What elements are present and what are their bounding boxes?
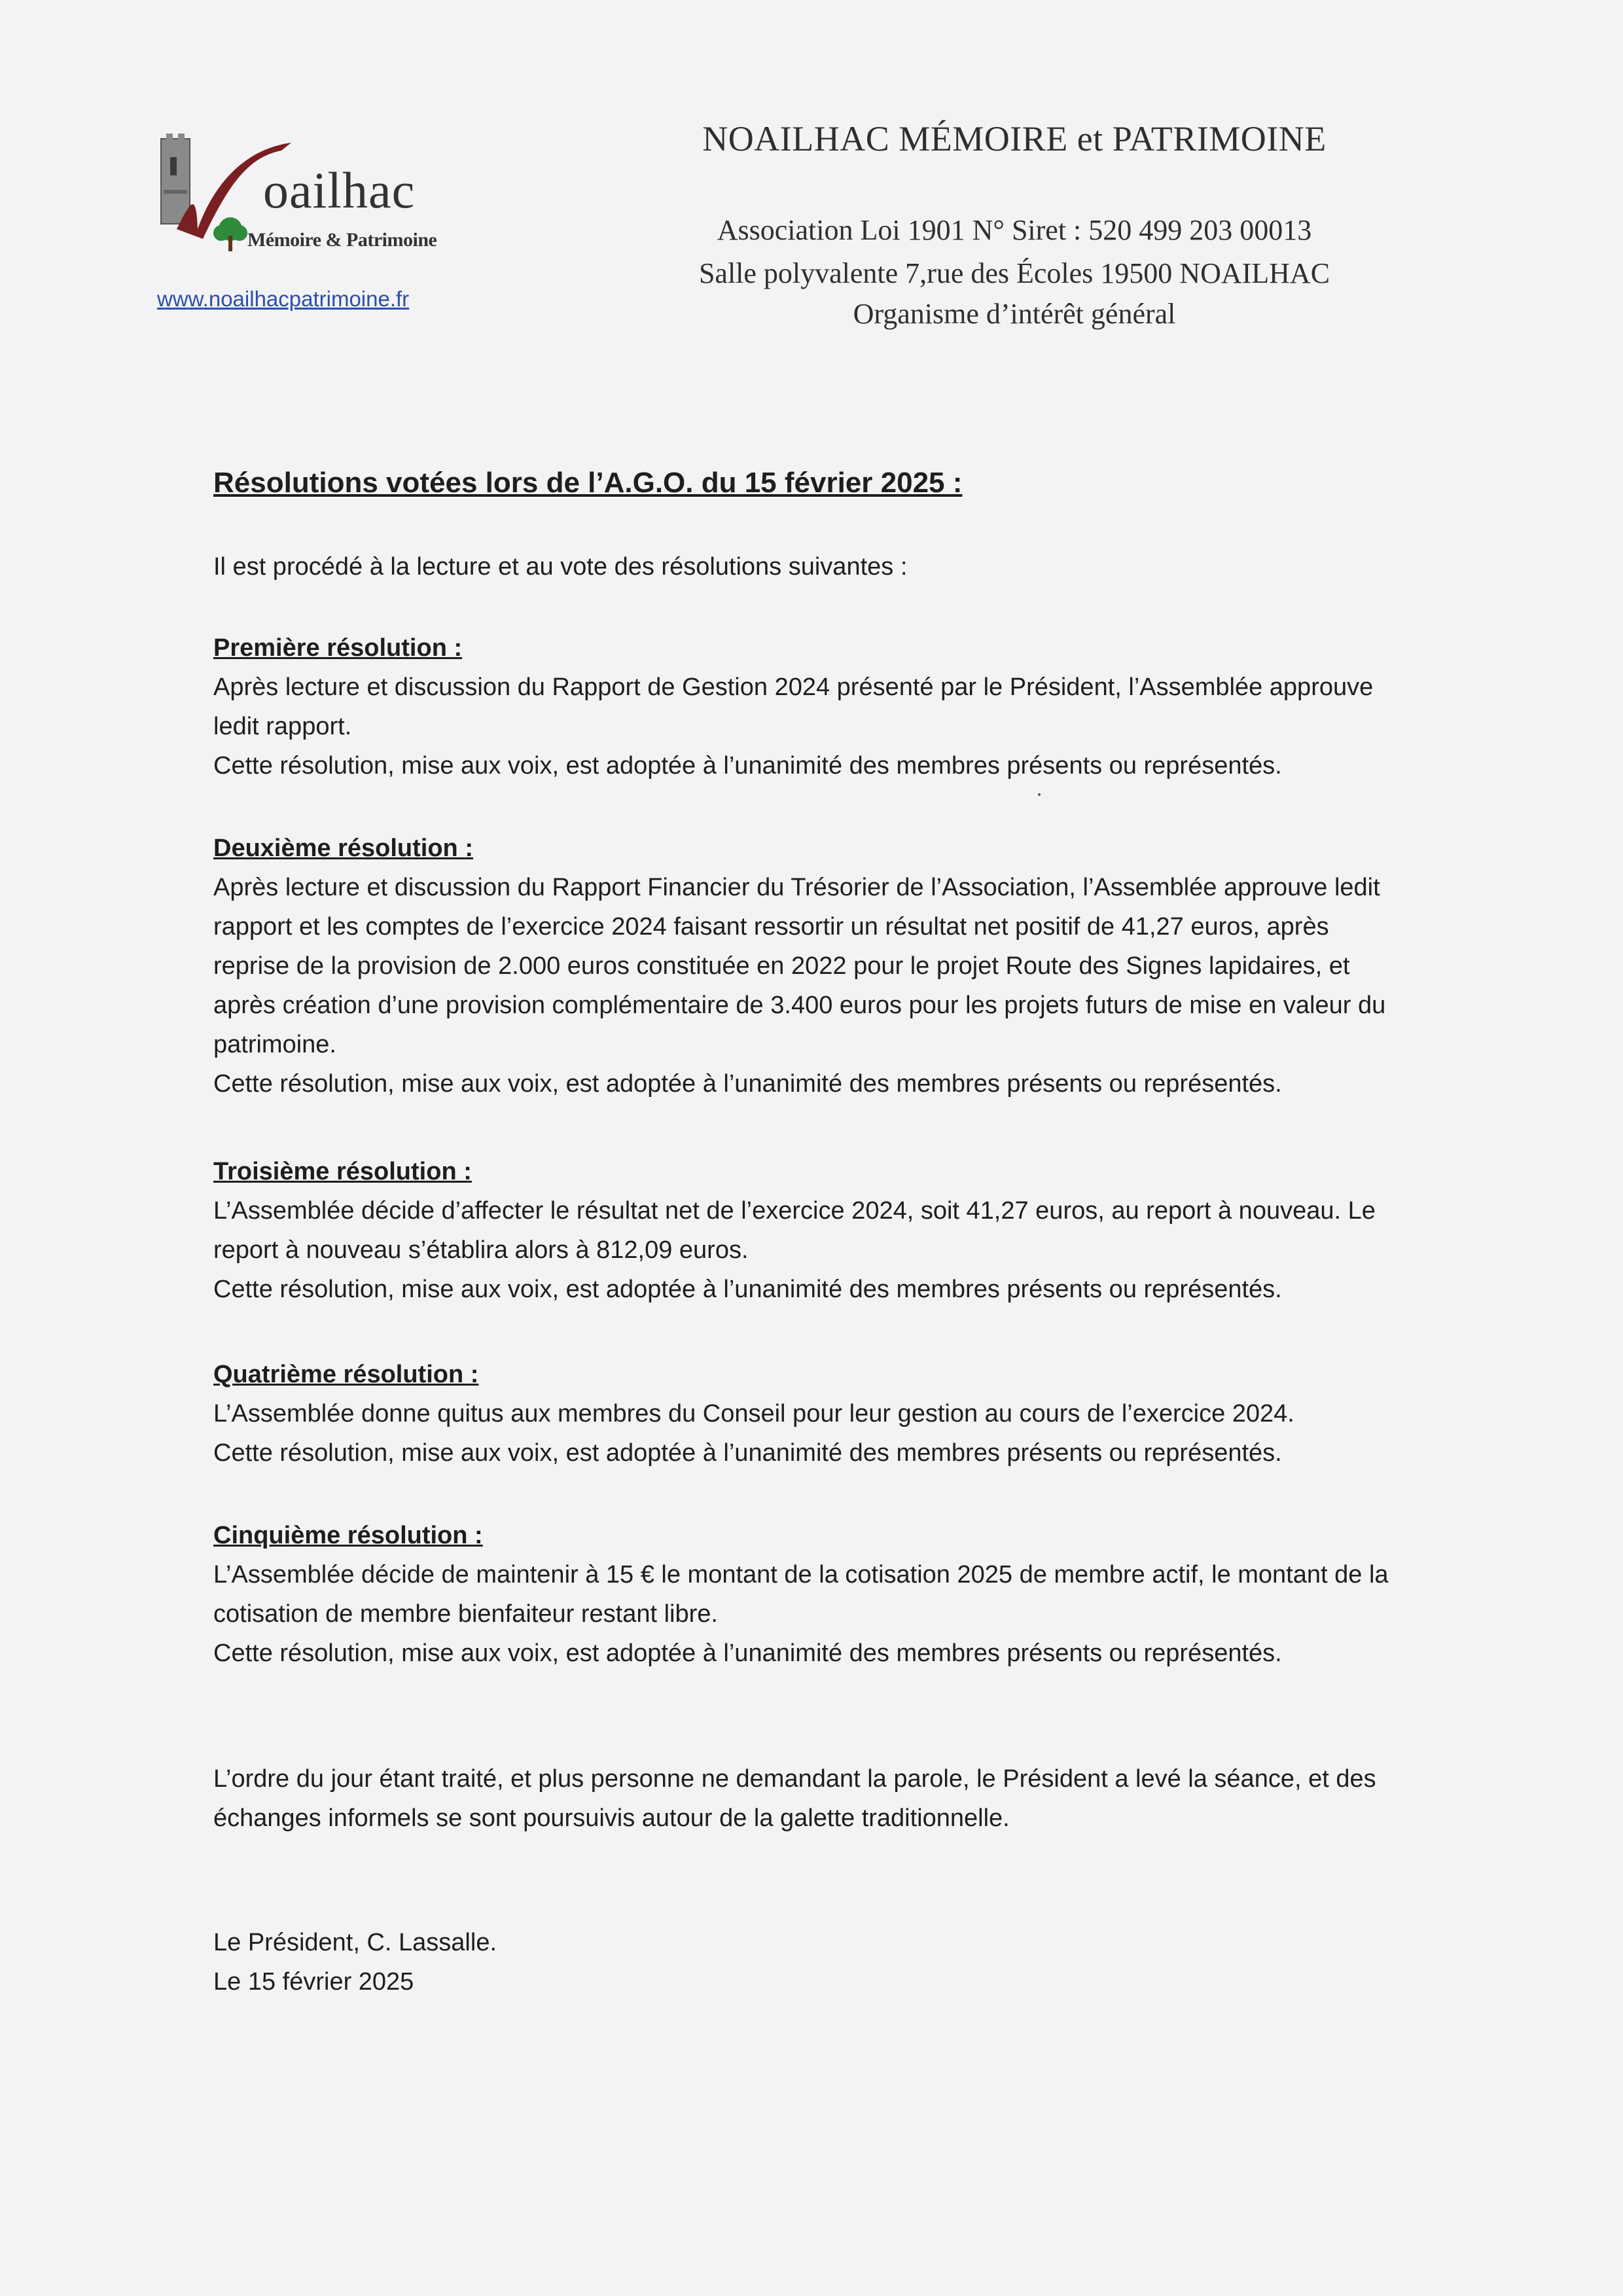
signature-name: Le Président, C. Lassalle. [213, 1929, 497, 1956]
resolution-line: reprise de la provision de 2.000 euros constituée en 2022 pour le projet Route des Signes lapidaires, et [213, 952, 1350, 980]
resolution-line: rapport et les comptes de l’exercice 2024 faisant ressortir un résultat net positif de 41,27 euros, après [213, 913, 1329, 941]
signature-date: Le 15 février 2025 [213, 1968, 414, 1996]
resolution-4 [213, 1355, 1496, 1473]
status-line: Organisme d’intérêt général [853, 298, 1176, 330]
resolution-line: report à nouveau s’établira alors à 812,09 euros. [213, 1236, 749, 1264]
resolution-heading: Cinquième résolution : [213, 1522, 483, 1549]
resolution-heading: Troisième résolution : [213, 1158, 472, 1185]
logo-wordmark: oailhac [263, 162, 416, 219]
address-line: Salle polyvalente 7,rue des Écoles 19500 NOAILHAC [698, 257, 1330, 289]
resolution-vote-line: Cette résolution, mise aux voix, est adoptée à l’unanimité des membres présents ou représentés. [213, 1070, 1282, 1098]
resolution-vote-line: Cette résolution, mise aux voix, est adoptée à l’unanimité des membres présents ou représentés. [213, 1439, 1282, 1467]
logo-subtitle: Mémoire & Patrimoine [247, 229, 437, 251]
resolution-vote-line: Cette résolution, mise aux voix, est adoptée à l’unanimité des membres présents ou représentés. [213, 1276, 1282, 1303]
resolution-heading: Première résolution : [213, 634, 463, 662]
document-title: Résolutions votées lors de l’A.G.O. du 15 février 2025 : [213, 467, 963, 499]
resolution-heading: Quatrième résolution : [213, 1361, 479, 1388]
resolution-vote-line: Cette résolution, mise aux voix, est adoptée à l’unanimité des membres présents ou représentés. [213, 752, 1282, 780]
resolution-line: patrimoine. [213, 1031, 336, 1058]
resolution-line: cotisation de membre bienfaiteur restant libre. [213, 1600, 718, 1628]
resolution-3 [213, 1152, 1496, 1309]
resolution-2 [213, 829, 1496, 1103]
website-link[interactable]: www.noailhacpatrimoine.fr [157, 287, 410, 311]
resolution-line: ledit rapport. [213, 713, 352, 740]
resolution-vote-line: Cette résolution, mise aux voix, est adoptée à l’unanimité des membres présents ou représentés. [213, 1640, 1282, 1667]
signature-block [213, 1923, 1496, 2001]
resolution-line: L’Assemblée donne quitus aux membres du Conseil pour leur gestion au cours de l’exercice 2024. [213, 1400, 1294, 1427]
intro-text: Il est procédé à la lecture et au vote des résolutions suivantes : [213, 553, 908, 581]
closing-line: L’ordre du jour étant traité, et plus personne ne demandant la parole, le Président a levé la séance, et des [213, 1765, 1376, 1793]
resolution-line: après création d’une provision complémentaire de 3.400 euros pour les projets futurs de mise en valeur du [213, 992, 1386, 1019]
association-logo [157, 131, 445, 262]
organization-name: NOAILHAC MÉMOIRE et PATRIMOINE [702, 119, 1327, 158]
resolution-line: Après lecture et discussion du Rapport Financier du Trésorier de l’Association, l’Assemblée approuve ledit [213, 874, 1380, 901]
resolution-line: L’Assemblée décide de maintenir à 15 € le montant de la cotisation 2025 de membre actif, le montant de la [213, 1561, 1389, 1588]
registration-line: Association Loi 1901 N° Siret : 520 499 203 00013 [717, 214, 1312, 246]
resolution-5 [213, 1516, 1496, 1673]
resolution-line: Après lecture et discussion du Rapport de Gestion 2024 présenté par le Président, l’Assemblée approuve [213, 673, 1374, 701]
resolution-heading: Deuxième résolution : [213, 834, 473, 862]
scan-speck [1038, 793, 1041, 796]
resolution-line: L’Assemblée décide d’affecter le résultat net de l’exercice 2024, soit 41,27 euros, au report à nouveau. Le [213, 1197, 1376, 1225]
closing-paragraph [213, 1759, 1496, 1838]
resolution-1 [213, 628, 1496, 785]
closing-line: échanges informels se sont poursuivis autour de la galette traditionnelle. [213, 1804, 1010, 1832]
intro-paragraph [213, 547, 1496, 586]
